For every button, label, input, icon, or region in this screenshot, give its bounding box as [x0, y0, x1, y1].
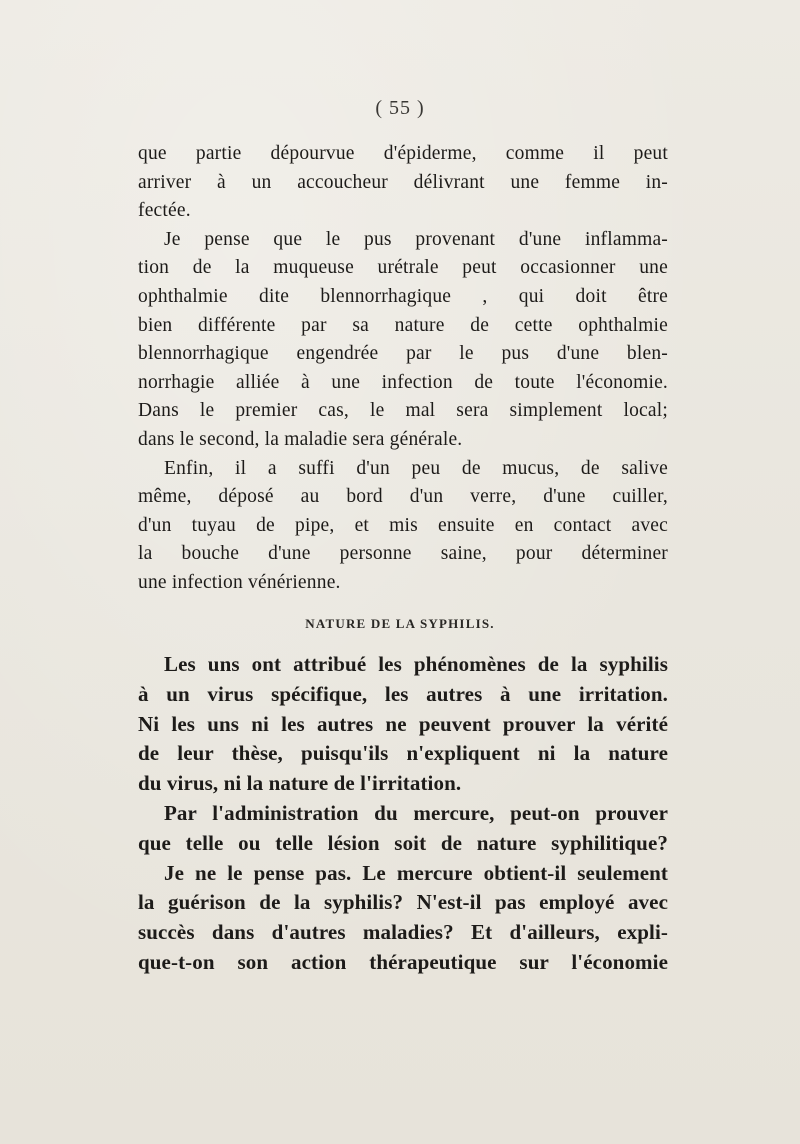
text-line: que telle ou telle lésion soit de nature syphilitique?: [138, 830, 668, 855]
text-line: tion de la muqueuse urétrale peut occasionner une: [138, 257, 668, 279]
text-line: Je pense que le pus provenant d'une inflamma-: [164, 228, 668, 250]
text-line: que partie dépourvue d'épiderme, comme il peut: [138, 143, 668, 164]
text-line: norrhagie alliée à une infection de toute l'économie.: [138, 371, 668, 393]
text-line: ophthalmie dite blennorrhagique , qui doit être: [138, 285, 668, 307]
text-line: dans le second, la maladie sera générale.: [138, 428, 463, 450]
text-line: même, déposé au bord d'un verre, d'une cuiller,: [138, 486, 668, 508]
text-line: que-t-on son action thérapeutique sur l'économie: [138, 949, 668, 974]
text-line: Je ne le pense pas. Le mercure obtient-il seulement: [164, 860, 668, 885]
text-line: une infection vénérienne.: [138, 571, 341, 593]
text-line: succès dans d'autres maladies? Et d'ailleurs, expli-: [138, 920, 668, 945]
paragraphs-before-heading: [138, 140, 668, 598]
text-line: arriver à un accoucheur délivrant une femme in-: [138, 171, 668, 193]
text-line: de leur thèse, puisqu'ils n'expliquent ni la nature: [138, 741, 668, 766]
text-line: Ni les uns ni les autres ne peuvent prouver la vérité: [138, 711, 668, 736]
text-line: du virus, ni la nature de l'irritation.: [138, 771, 462, 796]
text-line: Les uns ont attribué les phénomènes de la syphilis: [164, 652, 668, 676]
text-line: Enfin, il a suffi d'un peu de mucus, de salive: [164, 457, 668, 479]
text-line: bien différente par sa nature de cette ophthalmie: [138, 314, 668, 336]
text-line: d'un tuyau de pipe, et mis ensuite en contact avec: [138, 514, 668, 536]
text-line: Dans le premier cas, le mal sera simplement local;: [138, 400, 668, 422]
paragraphs-after-heading: [138, 650, 668, 978]
text-line: à un virus spécifique, les autres à une irritation.: [138, 681, 668, 706]
text-line: blennorrhagique engendrée par le pus d'une blen-: [138, 343, 668, 365]
page-number: ( 55 ): [375, 97, 425, 119]
text-line: Par l'administration du mercure, peut-on prouver: [164, 800, 668, 825]
section-heading: NATURE DE LA SYPHILIS.: [305, 616, 495, 631]
text-line: la bouche d'une personne saine, pour déterminer: [138, 543, 668, 565]
text-line: la guérison de la syphilis? N'est-il pas employé avec: [138, 890, 668, 915]
text-line: fectée.: [138, 200, 191, 222]
